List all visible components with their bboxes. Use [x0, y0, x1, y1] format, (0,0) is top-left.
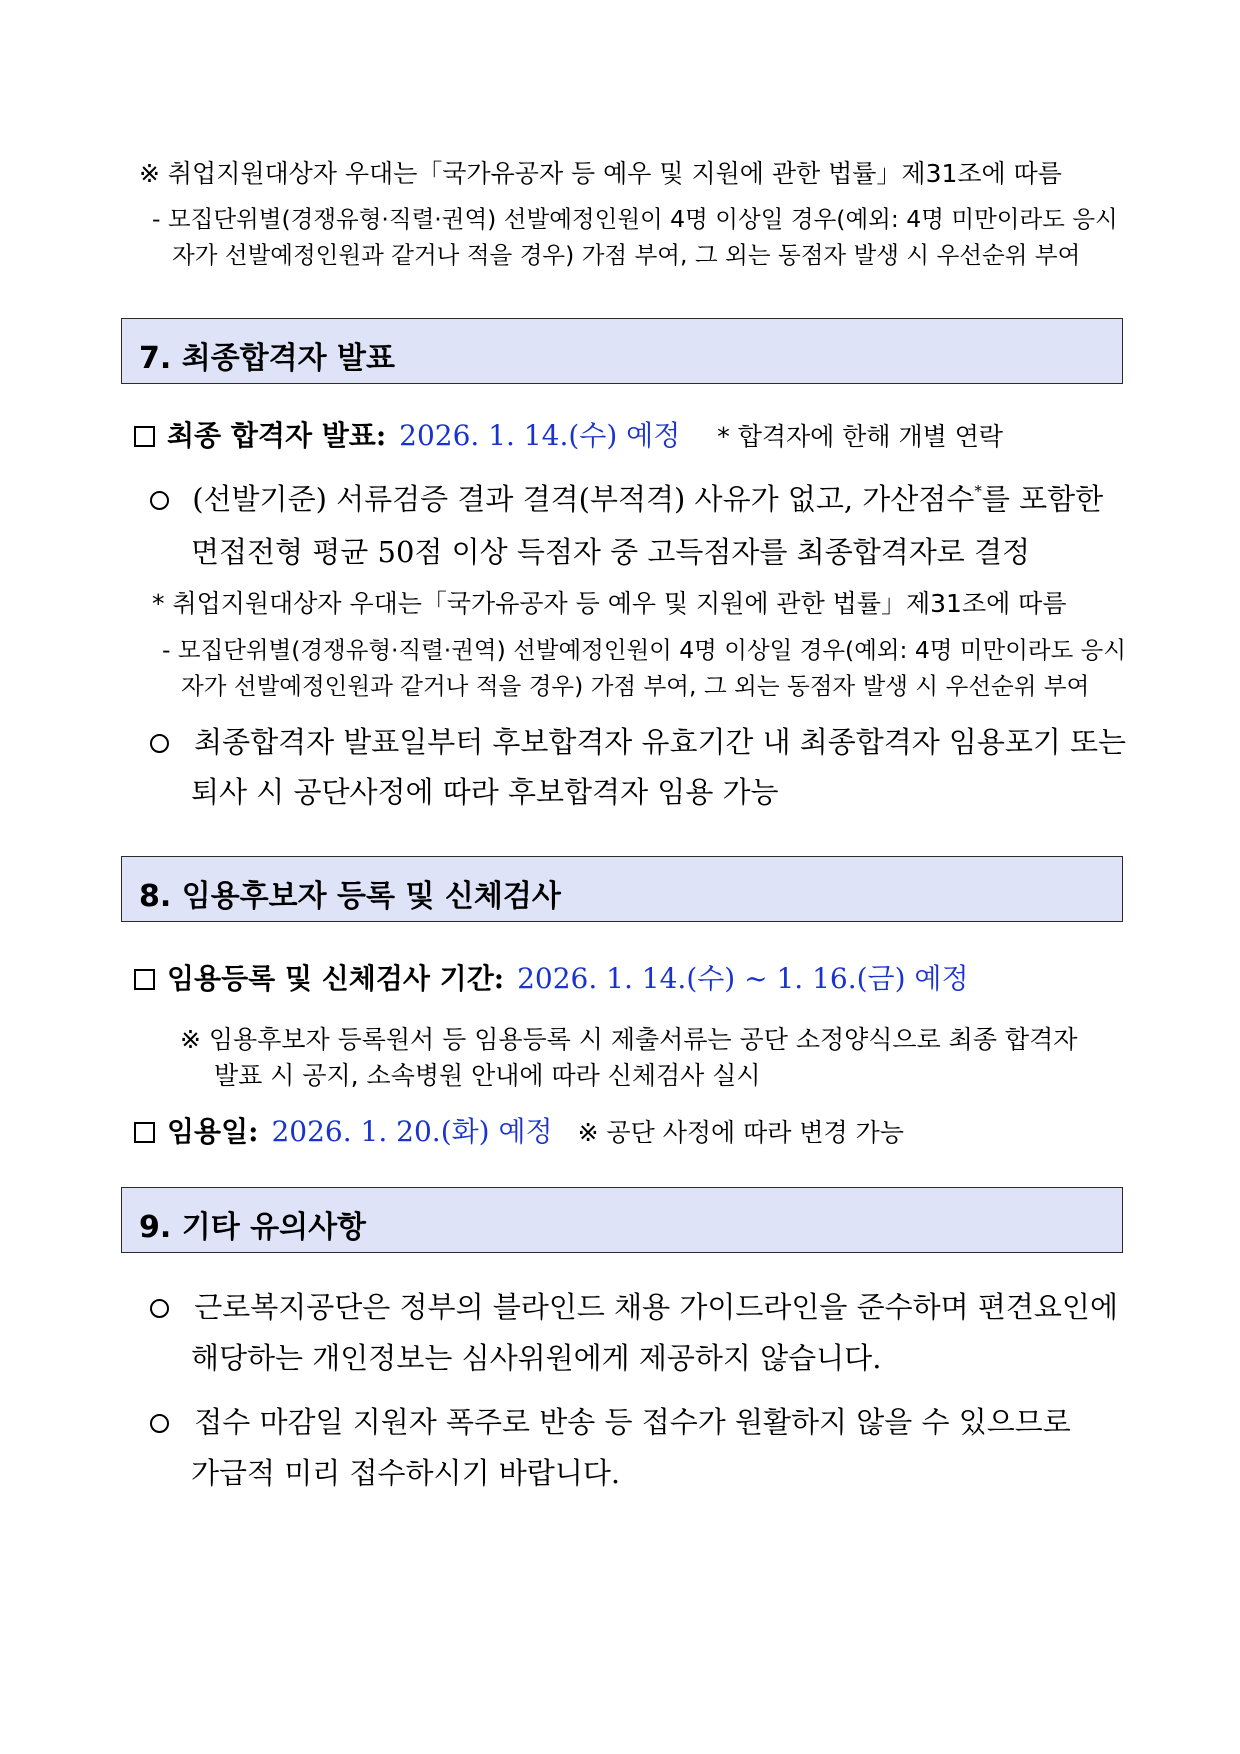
hollow-circle-bullet-icon — [150, 1299, 169, 1318]
veteran-note-sub-line-1: - 모집단위별(경쟁유형·직렬·권역) 선발예정인원이 4명 이상일 경우(예외: 4명 미만이라도 응시 — [162, 636, 1127, 664]
footnote-mark: * — [974, 482, 982, 500]
veteran-note-sub-line-2: 자가 선발예정인원과 같거나 적을 경우) 가점 부여, 그 외는 동점자 발생 시 우선순위 부여 — [181, 672, 1090, 700]
appointment-date-value: 2026. 1. 20.(화) 예정 — [271, 1115, 553, 1148]
early-submission-text: 접수 마감일 지원자 폭주로 반송 등 접수가 원활하지 않을 수 있으므로 — [194, 1405, 1071, 1439]
section-8-title: 8. 임용후보자 등록 및 신체검사 — [139, 879, 561, 914]
final-announcement-item — [134, 414, 1003, 454]
registration-note-line-1: ※ 임용후보자 등록원서 등 임용등록 시 제출서류는 공단 소정양식으로 최종 합격자 — [180, 1025, 1078, 1054]
substitute-text: 최종합격자 발표일부터 후보합격자 유효기간 내 최종합격자 임용포기 또는 — [194, 725, 1127, 759]
hollow-circle-bullet-icon — [150, 1414, 169, 1433]
top-note-sub-line-2: 자가 선발예정인원과 같거나 적을 경우) 가점 부여, 그 외는 동점자 발생 시 우선순위 부여 — [172, 241, 1081, 269]
selection-criteria-text: (선발기준) 서류검증 결과 결격(부적격) 사유가 없고, 가산점수 — [192, 482, 975, 516]
section-7-header — [121, 318, 1123, 384]
early-submission-bullet — [150, 1400, 1071, 1441]
substitute-line-2: 퇴사 시 공단사정에 따라 후보합격자 임용 가능 — [191, 775, 779, 809]
top-note-sub-line-1: - 모집단위별(경쟁유형·직렬·권역) 선발예정인원이 4명 이상일 경우(예외: 4명 미만이라도 응시 — [152, 205, 1118, 233]
hollow-circle-bullet-icon — [150, 491, 169, 510]
veteran-note-line: * 취업지원대상자 우대는「국가유공자 등 예우 및 지원에 관한 법률」제31조에 따름 — [152, 589, 1067, 618]
registration-period-label: 임용등록 및 신체검사 기간: — [167, 962, 505, 995]
registration-period-date: 2026. 1. 14.(수) ~ 1. 16.(금) 예정 — [517, 962, 969, 995]
blind-hiring-text: 근로복지공단은 정부의 블라인드 채용 가이드라인을 준수하며 편견요인에 — [194, 1290, 1118, 1324]
selection-criteria-bullet — [150, 477, 1103, 518]
early-submission-line-2: 가급적 미리 접수하시기 바랍니다. — [191, 1456, 621, 1490]
appointment-date-note: ※ 공단 사정에 따라 변경 가능 — [577, 1118, 904, 1147]
section-9-header — [121, 1187, 1123, 1253]
section-8-header — [121, 856, 1123, 922]
substitute-bullet — [150, 720, 1126, 761]
checkbox-square-icon — [134, 1122, 155, 1143]
blind-hiring-bullet — [150, 1285, 1118, 1326]
section-7-title: 7. 최종합격자 발표 — [139, 341, 396, 376]
final-announcement-note: * 합격자에 한해 개별 연락 — [717, 422, 1004, 451]
appointment-date-item — [134, 1110, 904, 1150]
registration-period-item — [134, 957, 969, 997]
hollow-circle-bullet-icon — [150, 734, 169, 753]
final-announcement-date: 2026. 1. 14.(수) 예정 — [399, 419, 681, 452]
appointment-date-label: 임용일: — [167, 1115, 259, 1148]
blind-hiring-line-2: 해당하는 개인정보는 심사위원에게 제공하지 않습니다. — [191, 1341, 882, 1375]
selection-criteria-text-end: 를 포함한 — [981, 482, 1104, 516]
top-note-line: ※ 취업지원대상자 우대는「국가유공자 등 예우 및 지원에 관한 법률」제31조에 따름 — [139, 159, 1062, 188]
selection-criteria-line-2: 면접전형 평균 50점 이상 득점자 중 고득점자를 최종합격자로 결정 — [191, 535, 1031, 569]
checkbox-square-icon — [134, 969, 155, 990]
section-9-title: 9. 기타 유의사항 — [139, 1210, 367, 1245]
final-announcement-label: 최종 합격자 발표: — [167, 419, 387, 452]
registration-note-line-2: 발표 시 공지, 소속병원 안내에 따라 신체검사 실시 — [214, 1061, 761, 1090]
checkbox-square-icon — [134, 426, 155, 447]
